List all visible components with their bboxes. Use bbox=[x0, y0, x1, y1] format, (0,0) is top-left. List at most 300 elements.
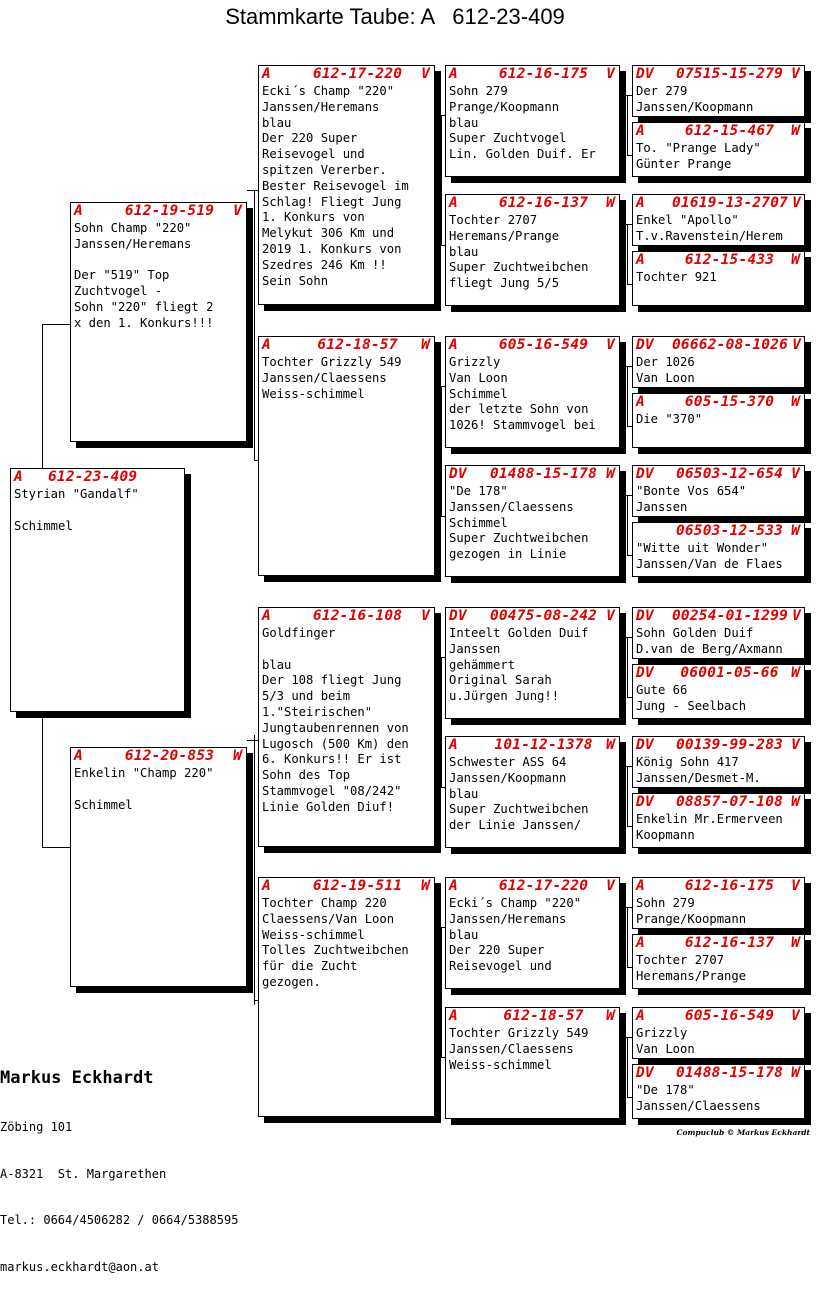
detail-line: Weiss-schimmel bbox=[449, 1057, 552, 1072]
pigeon-card bbox=[445, 465, 620, 577]
owner-email: markus.eckhardt@aon.at bbox=[0, 1259, 159, 1274]
country-code: A bbox=[262, 878, 271, 894]
pigeon-card bbox=[445, 336, 620, 448]
connector-line bbox=[42, 324, 43, 468]
detail-line: Enkel "Apollo" bbox=[636, 213, 739, 227]
detail-line: blau bbox=[262, 657, 292, 672]
detail-line: u.Jürgen Jung!! bbox=[449, 689, 560, 704]
connector-line bbox=[441, 927, 442, 1057]
detail-line: 2019 1. Konkurs von bbox=[262, 241, 402, 256]
pigeon-details bbox=[446, 213, 619, 292]
detail-line: Gute 66 bbox=[636, 683, 688, 697]
connector-line bbox=[620, 766, 632, 767]
pigeon-card bbox=[632, 65, 805, 117]
pigeon-header bbox=[633, 523, 804, 541]
country-code: DV bbox=[636, 737, 654, 753]
pigeon-card bbox=[632, 793, 805, 848]
country-code: A bbox=[262, 337, 271, 353]
connector-line bbox=[435, 927, 445, 928]
detail-line: Zuchtvogel - bbox=[74, 284, 163, 299]
connector-line bbox=[42, 324, 70, 325]
ring-number: 01619-13-2707 bbox=[672, 195, 789, 211]
detail-line: Linie Golden Diuf! bbox=[262, 799, 395, 814]
pigeon-details bbox=[633, 141, 804, 173]
pigeon-header bbox=[11, 469, 184, 487]
ring-number: 07515-15-279 bbox=[675, 66, 784, 82]
sex-marker: V bbox=[606, 337, 615, 353]
ring-number: 06503-12-533 bbox=[675, 523, 784, 539]
country-code: A bbox=[449, 878, 458, 894]
detail-line: Jungtaubenrennen von bbox=[262, 720, 409, 735]
detail-line: Van Loon bbox=[636, 370, 695, 385]
sex-marker: V bbox=[606, 878, 615, 894]
pigeon-header bbox=[633, 1008, 804, 1026]
connector-line bbox=[247, 740, 258, 741]
detail-line: Schimmel bbox=[449, 386, 508, 401]
detail-line: Super Zuchtweibchen bbox=[449, 802, 589, 817]
sex-marker: V bbox=[791, 66, 800, 82]
ring-number: 08857-07-108 bbox=[675, 794, 784, 810]
pigeon-details bbox=[446, 355, 619, 434]
ring-number: 612-16-137 bbox=[684, 935, 775, 951]
pigeon-card bbox=[258, 336, 435, 576]
detail-line: Super Zuchtweibchen bbox=[449, 260, 589, 275]
pigeon-header bbox=[259, 608, 434, 626]
detail-line: der letzte Sohn von bbox=[449, 402, 589, 417]
detail-line: für die Zucht bbox=[262, 959, 358, 974]
pigeon-header bbox=[633, 935, 804, 953]
owner-phone: Tel.: 0664/4506282 / 0664/5388595 bbox=[0, 1213, 239, 1227]
connector-line bbox=[627, 495, 628, 555]
ring-number: 612-18-57 bbox=[503, 1008, 584, 1024]
detail-line: "De 178" bbox=[636, 1083, 695, 1097]
detail-line: Goldfinger bbox=[262, 626, 336, 640]
sex-marker: W bbox=[791, 394, 800, 410]
detail-line: Koopmann bbox=[636, 827, 695, 842]
footer-credit: Compuclub © Markus Eckhardt bbox=[676, 1128, 810, 1137]
detail-line: spitzen Vererber. bbox=[262, 162, 387, 177]
pigeon-header bbox=[446, 337, 619, 355]
detail-line: Enkelin Mr.Ermerveen bbox=[636, 812, 783, 826]
pigeon-header bbox=[71, 748, 246, 766]
ring-number: 612-23-409 bbox=[48, 469, 138, 485]
sex-marker: V bbox=[792, 337, 802, 353]
detail-line: Janssen/Desmet-M. bbox=[636, 770, 761, 785]
sex-marker: V bbox=[791, 737, 800, 753]
detail-line: Die "370" bbox=[636, 412, 703, 426]
detail-line: blau bbox=[449, 786, 479, 801]
pigeon-header bbox=[633, 252, 804, 270]
country-code: DV bbox=[636, 66, 654, 82]
pigeon-card bbox=[632, 664, 805, 719]
pigeon-card bbox=[632, 194, 805, 246]
connector-line bbox=[627, 907, 628, 967]
pigeon-header bbox=[259, 337, 434, 355]
pigeon-details bbox=[633, 1083, 804, 1115]
detail-line: Ecki´s Champ "220" bbox=[262, 84, 395, 98]
detail-line: T.v.Ravenstein/Herem bbox=[636, 228, 783, 243]
sex-marker: W bbox=[791, 794, 800, 810]
pigeon-details bbox=[259, 896, 434, 991]
detail-line: Lin. Golden Duif. Er bbox=[449, 147, 596, 162]
pigeon-header bbox=[633, 608, 804, 626]
connector-line bbox=[247, 190, 258, 191]
pigeon-header bbox=[633, 123, 804, 141]
pigeon-details bbox=[633, 812, 804, 844]
pigeon-card bbox=[70, 202, 247, 442]
detail-line: Sohn Golden Duif bbox=[636, 626, 754, 640]
detail-line: Sohn 279 bbox=[636, 896, 695, 910]
detail-line: Tochter 2707 bbox=[636, 953, 725, 967]
country-code: A bbox=[636, 394, 645, 410]
country-code: A bbox=[449, 737, 458, 753]
ring-number: 06001-05-66 bbox=[680, 665, 779, 681]
country-code: A bbox=[449, 195, 458, 211]
ring-number: 612-20-853 bbox=[124, 748, 215, 764]
country-code: DV bbox=[449, 608, 467, 624]
detail-line: Der 220 Super bbox=[449, 943, 545, 958]
pigeon-card bbox=[258, 65, 435, 305]
pigeon-header bbox=[446, 466, 619, 484]
country-code: DV bbox=[636, 337, 654, 353]
pigeon-header bbox=[633, 737, 804, 755]
connector-line bbox=[620, 366, 632, 367]
ring-number: 612-16-108 bbox=[312, 608, 403, 624]
detail-line: Sohn "220" fliegt 2 bbox=[74, 299, 214, 314]
pigeon-header bbox=[633, 878, 804, 896]
pigeon-details bbox=[633, 270, 804, 286]
connector-line bbox=[42, 847, 70, 848]
connector-line bbox=[441, 386, 442, 516]
detail-line: Der "519" Top bbox=[74, 268, 170, 283]
detail-line bbox=[74, 253, 243, 269]
pigeon-details bbox=[633, 541, 804, 573]
sex-marker: W bbox=[791, 523, 800, 539]
detail-line: Janssen/Koopmann bbox=[636, 99, 754, 114]
connector-line bbox=[627, 366, 628, 426]
pigeon-details bbox=[11, 487, 184, 534]
detail-line: Tolles Zuchtweibchen bbox=[262, 943, 409, 958]
owner-block bbox=[0, 1036, 238, 1291]
pigeon-header bbox=[633, 66, 804, 84]
detail-line: 1."Steirischen" bbox=[262, 704, 373, 719]
detail-line: Van Loon bbox=[449, 370, 508, 385]
pigeon-details bbox=[633, 896, 804, 928]
detail-line: Ecki´s Champ "220" bbox=[449, 896, 582, 910]
pigeon-details bbox=[259, 626, 434, 816]
detail-line: Stammvogel "08/242" bbox=[262, 783, 402, 798]
sex-marker: W bbox=[233, 748, 242, 764]
pigeon-details bbox=[446, 1026, 619, 1073]
pigeon-details bbox=[633, 1026, 804, 1058]
pigeon-header bbox=[446, 737, 619, 755]
page-title: Stammkarte Taube: A 612-23-409 bbox=[225, 4, 565, 29]
detail-line: Janssen/Claessens bbox=[262, 370, 387, 385]
pigeon-card bbox=[632, 1007, 805, 1059]
country-code: A bbox=[636, 878, 645, 894]
ring-number: 00139-99-283 bbox=[675, 737, 784, 753]
pigeon-details bbox=[633, 84, 804, 116]
detail-line: Heremans/Prange bbox=[449, 228, 560, 243]
detail-line: Janssen bbox=[449, 641, 501, 656]
country-code: A bbox=[636, 935, 645, 951]
detail-line: To. "Prange Lady" bbox=[636, 141, 761, 155]
detail-line: blau bbox=[449, 115, 479, 130]
detail-line: Reisevogel und bbox=[449, 959, 552, 974]
ring-number: 612-17-220 bbox=[498, 878, 589, 894]
connector-line bbox=[435, 386, 445, 387]
pigeon-card bbox=[258, 607, 435, 847]
country-code: A bbox=[14, 469, 23, 485]
pigeon-header bbox=[633, 394, 804, 412]
country-code: A bbox=[636, 123, 645, 139]
pigeon-card bbox=[632, 393, 805, 448]
pigeon-card bbox=[632, 1064, 805, 1119]
detail-line: Der 1026 bbox=[636, 355, 695, 369]
pigeon-header bbox=[446, 608, 619, 626]
detail-line: Grizzly bbox=[636, 1026, 688, 1040]
detail-line: blau bbox=[262, 115, 292, 130]
connector-line bbox=[627, 224, 628, 284]
detail-line: Tochter 2707 bbox=[449, 213, 538, 227]
pigeon-details bbox=[633, 626, 804, 658]
connector-line bbox=[627, 95, 628, 155]
detail-line: 1026! Stammvogel bei bbox=[449, 418, 596, 433]
country-code: A bbox=[636, 252, 645, 268]
pigeon-details bbox=[633, 213, 804, 245]
sex-marker: V bbox=[421, 66, 430, 82]
pigeon-card bbox=[632, 934, 805, 989]
detail-line: Enkelin "Champ 220" bbox=[74, 766, 214, 780]
sex-marker: V bbox=[791, 466, 800, 482]
owner-address-line: Zöbing 101 bbox=[0, 1120, 73, 1134]
sex-marker: W bbox=[421, 337, 430, 353]
sex-marker: V bbox=[421, 608, 430, 624]
pigeon-card bbox=[632, 877, 805, 929]
connector-line bbox=[254, 735, 255, 1005]
country-code: A bbox=[74, 748, 83, 764]
detail-line: Janssen bbox=[636, 499, 688, 514]
detail-line: Lugosch (500 Km) den bbox=[262, 736, 409, 751]
sex-marker: V bbox=[233, 203, 242, 219]
detail-line: Heremans/Prange bbox=[636, 968, 747, 983]
sex-marker: W bbox=[606, 1008, 615, 1024]
detail-line: Janssen/Koopmann bbox=[449, 770, 567, 785]
ring-number: 612-17-220 bbox=[312, 66, 403, 82]
ring-number: 01488-15-178 bbox=[675, 1065, 784, 1081]
pigeon-header bbox=[446, 878, 619, 896]
detail-line: "Witte uit Wonder" bbox=[636, 541, 769, 555]
ring-number: 06662-08-1026 bbox=[672, 337, 789, 353]
ring-number: 612-19-511 bbox=[312, 878, 403, 894]
detail-line: 1. Konkurs von bbox=[262, 210, 365, 225]
pigeon-header bbox=[446, 1008, 619, 1026]
sex-marker: W bbox=[791, 665, 800, 681]
pigeon-card bbox=[632, 122, 805, 177]
country-code: A bbox=[262, 608, 271, 624]
ring-number: 612-15-467 bbox=[684, 123, 775, 139]
pigeon-header bbox=[633, 337, 804, 355]
detail-line: Janssen/Claessens bbox=[449, 499, 574, 514]
pigeon-header bbox=[633, 794, 804, 812]
detail-line: Original Sarah bbox=[449, 673, 552, 688]
pigeon-details bbox=[259, 355, 434, 402]
country-code: DV bbox=[636, 1065, 654, 1081]
connector-line bbox=[627, 766, 628, 826]
detail-line: x den 1. Konkurs!!! bbox=[74, 315, 214, 330]
detail-line: Weiss-schimmel bbox=[262, 927, 365, 942]
country-code: DV bbox=[636, 608, 654, 624]
detail-line bbox=[74, 782, 243, 798]
detail-line: Sein Sohn bbox=[262, 273, 329, 288]
sex-marker: W bbox=[791, 935, 800, 951]
ring-number: 605-16-549 bbox=[684, 1008, 775, 1024]
pigeon-card bbox=[632, 251, 805, 306]
detail-line: Claessens/Van Loon bbox=[262, 911, 395, 926]
sex-marker: V bbox=[606, 608, 615, 624]
connector-line bbox=[620, 907, 632, 908]
detail-line: Sohn 279 bbox=[449, 84, 508, 98]
connector-line bbox=[620, 495, 632, 496]
pigeon-details bbox=[71, 766, 246, 813]
detail-line: Tochter Champ 220 bbox=[262, 896, 387, 910]
ring-number: 612-15-433 bbox=[684, 252, 775, 268]
country-code: A bbox=[636, 1008, 645, 1024]
country-code: A bbox=[636, 195, 645, 211]
pigeon-card bbox=[632, 736, 805, 788]
country-code: A bbox=[262, 66, 271, 82]
pigeon-header bbox=[633, 195, 804, 213]
ring-number: 612-16-175 bbox=[684, 878, 775, 894]
detail-line: gezogen. bbox=[262, 974, 321, 989]
detail-line: 6. Konkurs!! Er ist bbox=[262, 752, 402, 767]
detail-line: Super Zuchtvogel bbox=[449, 131, 567, 146]
detail-line: "De 178" bbox=[449, 484, 508, 498]
sex-marker: W bbox=[791, 252, 800, 268]
detail-line: Melykut 306 Km und bbox=[262, 226, 395, 241]
pigeon-header bbox=[633, 1065, 804, 1083]
pigeon-card bbox=[632, 607, 805, 659]
detail-line: Janssen/Claessens bbox=[636, 1098, 761, 1113]
detail-line: D.van de Berg/Axmann bbox=[636, 641, 783, 656]
pigeon-card bbox=[70, 747, 247, 987]
country-code: DV bbox=[449, 466, 467, 482]
sex-marker: W bbox=[791, 123, 800, 139]
country-code: A bbox=[74, 203, 83, 219]
detail-line: Sohn des Top bbox=[262, 768, 351, 783]
owner-address-line: A-8321 St. Margarethen bbox=[0, 1166, 167, 1181]
ring-number: 605-15-370 bbox=[684, 394, 775, 410]
detail-line: gehämmert bbox=[449, 657, 516, 672]
ring-number: 612-16-137 bbox=[498, 195, 589, 211]
ring-number: 612-18-57 bbox=[317, 337, 398, 353]
pigeon-header bbox=[633, 466, 804, 484]
ring-number: 00254-01-1299 bbox=[672, 608, 789, 624]
detail-line: Der 220 Super bbox=[262, 131, 358, 146]
sex-marker: V bbox=[606, 66, 615, 82]
sex-marker: W bbox=[606, 195, 615, 211]
detail-line: Janssen/Van de Flaes bbox=[636, 556, 783, 571]
connector-line bbox=[42, 712, 43, 847]
pigeon-card bbox=[445, 877, 620, 989]
ring-number: 612-19-519 bbox=[124, 203, 215, 219]
connector-line bbox=[435, 657, 445, 658]
sex-marker: W bbox=[421, 878, 430, 894]
detail-line: Styrian "Gandalf" bbox=[14, 487, 139, 501]
detail-line: Reisevogel und bbox=[262, 147, 365, 162]
pigeon-header bbox=[446, 66, 619, 84]
pigeon-details bbox=[446, 84, 619, 163]
detail-line: Szedres 246 Km !! bbox=[262, 257, 387, 272]
pigeon-details bbox=[446, 626, 619, 705]
connector-line bbox=[620, 1037, 632, 1038]
pigeon-details bbox=[633, 683, 804, 715]
pigeon-card bbox=[445, 1007, 620, 1119]
sex-marker: W bbox=[606, 737, 615, 753]
detail-line: blau bbox=[449, 244, 479, 259]
detail-line: Sohn Champ "220" bbox=[74, 221, 192, 235]
detail-line: Schlag! Fliegt Jung bbox=[262, 194, 402, 209]
detail-line: Schimmel bbox=[449, 515, 508, 530]
detail-line: Janssen/Heremans bbox=[262, 99, 380, 114]
detail-line: Schimmel bbox=[74, 797, 133, 812]
detail-line: "Bonte Vos 654" bbox=[636, 484, 747, 498]
pigeon-card bbox=[445, 736, 620, 848]
pigeon-card bbox=[632, 465, 805, 517]
pigeon-details bbox=[446, 755, 619, 834]
pigeon-header bbox=[259, 66, 434, 84]
detail-line: Weiss-schimmel bbox=[262, 386, 365, 401]
pigeon-details bbox=[633, 484, 804, 516]
detail-line: der Linie Janssen/ bbox=[449, 818, 582, 833]
sex-marker: V bbox=[792, 195, 802, 211]
pigeon-header bbox=[259, 878, 434, 896]
detail-line: gezogen in Linie bbox=[449, 547, 567, 562]
pigeon-card bbox=[445, 607, 620, 719]
ring-number: 101-12-1378 bbox=[494, 737, 593, 753]
detail-line: Janssen/Heremans bbox=[449, 911, 567, 926]
detail-line: Tochter Grizzly 549 bbox=[262, 355, 402, 369]
ring-number: 605-16-549 bbox=[498, 337, 589, 353]
pigeon-details bbox=[633, 412, 804, 428]
connector-line bbox=[627, 1037, 628, 1097]
detail-line: Bester Reisevogel im bbox=[262, 178, 409, 193]
detail-line: Janssen/Claessens bbox=[449, 1041, 574, 1056]
pigeon-details bbox=[446, 896, 619, 975]
pigeon-header bbox=[446, 195, 619, 213]
pigeon-card bbox=[10, 468, 185, 712]
country-code: DV bbox=[636, 466, 654, 482]
sex-marker: V bbox=[791, 878, 800, 894]
detail-line: Tochter Grizzly 549 bbox=[449, 1026, 589, 1040]
detail-line: Der 279 bbox=[636, 84, 688, 98]
detail-line: Günter Prange bbox=[636, 156, 732, 171]
pigeon-header bbox=[71, 203, 246, 221]
detail-line bbox=[14, 503, 181, 519]
pigeon-details bbox=[259, 84, 434, 289]
connector-line bbox=[620, 224, 632, 225]
connector-line bbox=[441, 115, 442, 245]
connector-line bbox=[620, 637, 632, 638]
detail-line: Van Loon bbox=[636, 1041, 695, 1056]
detail-line: Prange/Koopmann bbox=[636, 911, 747, 926]
detail-line: Janssen/Heremans bbox=[74, 236, 192, 251]
country-code: DV bbox=[636, 794, 654, 810]
sex-marker: W bbox=[606, 466, 615, 482]
detail-line: Schimmel bbox=[14, 518, 73, 533]
pigeon-details bbox=[446, 484, 619, 563]
sex-marker: V bbox=[792, 608, 802, 624]
